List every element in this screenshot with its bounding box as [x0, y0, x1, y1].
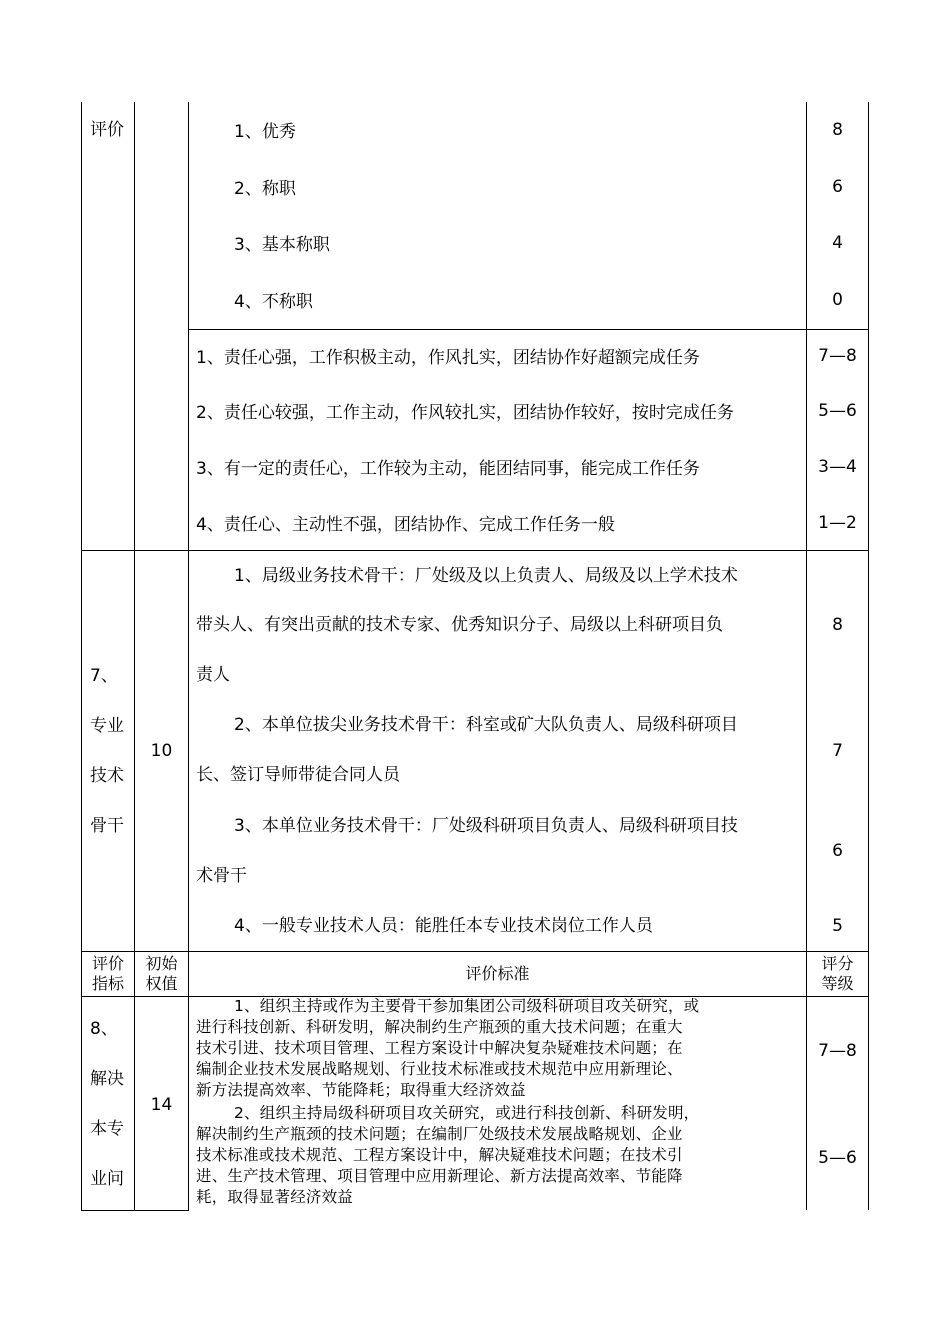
criterion-score: 5—6 [818, 401, 857, 421]
rating-item: 3、基本称职 [234, 235, 330, 255]
col-line-1 [81, 102, 82, 1210]
row-line-a [188, 329, 869, 330]
score-value: 6 [832, 841, 843, 861]
indicator-label: 专业 [90, 716, 124, 736]
criteria-line: 技术标准或技术规范、工程方案设计中，解决疑难技术问题；在技术引 [196, 1146, 683, 1164]
criteria-line: 3、本单位业务技术骨干：厂处级科研项目负责人、局级科研项目技 [234, 816, 738, 836]
row-line-e [81, 1210, 189, 1211]
criteria-line: 耗，取得显著经济效益 [196, 1188, 354, 1206]
rating-item: 2、称职 [234, 179, 296, 199]
criterion-item: 4、责任心、主动性不强，团结协作、完成工作任务一般 [196, 515, 615, 535]
rating-score: 0 [832, 290, 843, 310]
criteria-line: 带头人、有突出贡献的技术专家、优秀知识分子、局级以上科研项目负 [196, 615, 723, 635]
header-indicator: 评价 [91, 954, 124, 973]
criterion-item: 3、有一定的责任心，工作较为主动，能团结同事，能完成工作任务 [196, 459, 700, 479]
rating-score: 4 [832, 233, 843, 253]
criteria-line: 长、签订导师带徒合同人员 [196, 765, 400, 785]
score-value: 8 [832, 615, 843, 635]
criterion-score: 1—2 [818, 513, 857, 533]
indicator-label: 本专 [90, 1119, 124, 1139]
indicator-label: 骨干 [90, 816, 124, 836]
row-line-c [81, 951, 869, 952]
col-line-3 [188, 102, 189, 1210]
score-value: 7—8 [818, 1041, 857, 1061]
indicator-label: 8、 [90, 1019, 118, 1039]
criteria-line: 进、生产技术管理、项目管理中应用新理论、新方法提高效率、节能降 [196, 1167, 683, 1185]
criteria-line: 技术引进、技术项目管理、工程方案设计中解决复杂疑难技术问题；在 [196, 1039, 683, 1057]
rating-score: 8 [832, 120, 843, 140]
criterion-item: 1、责任心强，工作积极主动，作风扎实，团结协作好超额完成任务 [196, 348, 700, 368]
rating-item: 4、不称职 [234, 292, 313, 312]
criteria-line: 进行科技创新、科研发明，解决制约生产瓶颈的重大技术问题；在重大 [196, 1018, 683, 1036]
header-score: 等级 [821, 974, 854, 993]
score-value: 7 [832, 741, 843, 761]
header-weight: 权值 [145, 974, 178, 993]
criteria-line: 责人 [196, 665, 230, 685]
indicator-label: 技术 [90, 766, 124, 786]
indicator-label: 评价 [90, 120, 124, 140]
criteria-line: 编制企业技术发展战略规划、行业技术标准或技术规范中应用新理论、 [196, 1060, 683, 1078]
row-line-b [81, 550, 869, 551]
score-value: 5 [832, 916, 843, 936]
criteria-line: 1、组织主持或作为主要骨干参加集团公司级科研项目攻关研究，或 [234, 997, 700, 1015]
criteria-line: 2、本单位拔尖业务技术骨干：科室或矿大队负责人、局级科研项目 [234, 715, 738, 735]
rating-score: 6 [832, 177, 843, 197]
criterion-score: 3—4 [818, 457, 857, 477]
indicator-label: 解决 [90, 1069, 124, 1089]
header-weight: 初始 [145, 954, 178, 973]
header-indicator: 指标 [91, 974, 124, 993]
header-score: 评分 [821, 954, 854, 973]
col-line-2 [134, 102, 135, 1210]
criteria-line: 解决制约生产瓶颈的技术问题；在编制厂处级技术发展战略规划、企业 [196, 1125, 683, 1143]
score-value: 5—6 [818, 1148, 857, 1168]
header-criteria: 评价标准 [465, 964, 530, 983]
indicator-label: 7、 [90, 666, 118, 686]
criteria-line: 2、组织主持局级科研项目攻关研究，或进行科技创新、科研发明， [234, 1104, 700, 1122]
weight-value: 10 [150, 741, 173, 761]
criteria-line: 新方法提高效率、节能降耗；取得重大经济效益 [196, 1081, 526, 1099]
rating-item: 1、优秀 [234, 122, 296, 142]
criterion-score: 7—8 [818, 346, 857, 366]
criteria-line: 1、局级业务技术骨干：厂处级及以上负责人、局级及以上学术技术 [234, 566, 738, 586]
indicator-label: 业问 [90, 1169, 124, 1189]
col-line-5 [868, 102, 869, 1210]
criteria-line: 4、一般专业技术人员：能胜任本专业技术岗位工作人员 [234, 916, 653, 936]
criterion-item: 2、责任心较强，工作主动，作风较扎实，团结协作较好，按时完成任务 [196, 403, 734, 423]
criteria-line: 术骨干 [196, 866, 247, 886]
weight-value: 14 [150, 1095, 173, 1115]
